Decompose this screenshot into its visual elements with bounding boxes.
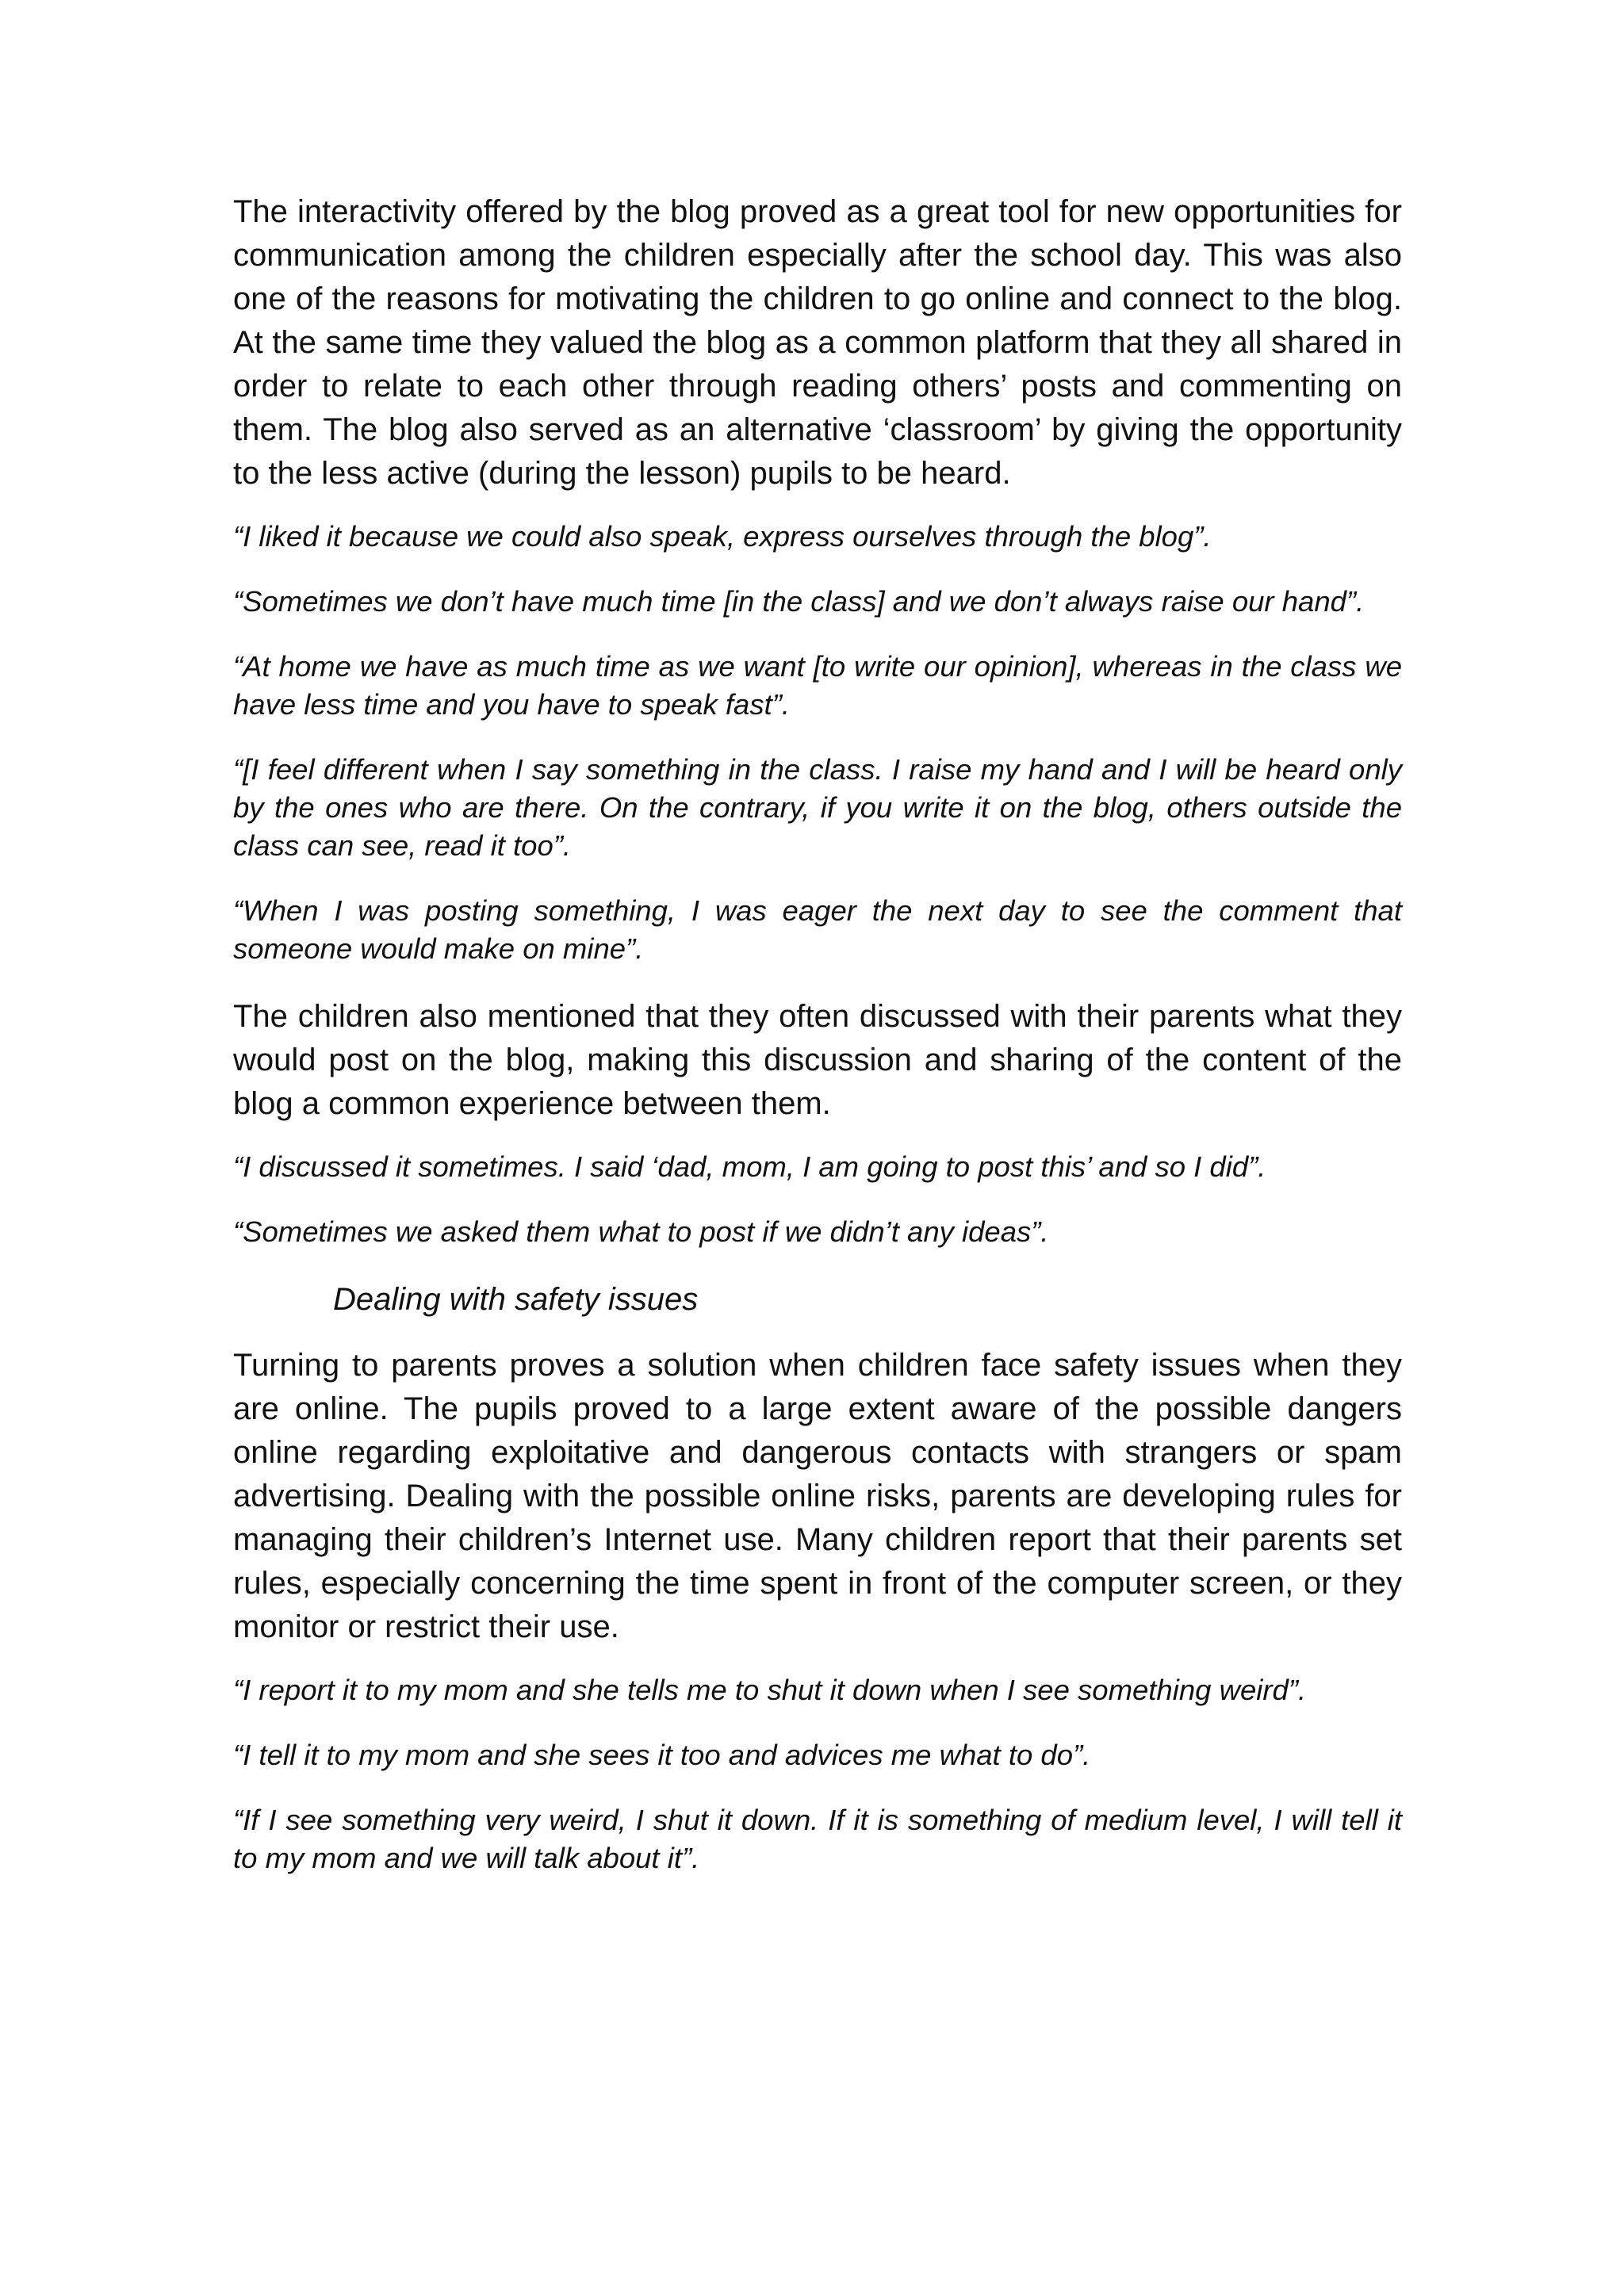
quote-shut-it-down: “If I see something very weird, I shut it down. If it is something of medium level, I will tell it to my mom and we will talk about it”. [233,1804,1402,1874]
paragraph-parents-discussion: The children also mentioned that they often discussed with their parents what they would post on the blog, making this discussion and sharing of the content of the blog a common experience between them. [233,999,1402,1121]
quote-express-ourselves: “I liked it because we could also speak, express ourselves through the blog”. [233,520,1212,553]
quote-time-at-home: “At home we have as much time as we want [to write our opinion], whereas in the class we have less time and you have to speak fast”. [233,650,1402,721]
paragraph-safety-issues: Turning to parents proves a solution when children face safety issues when they are online. The pupils proved to a large extent aware of the possible dangers online regarding exploitative and dangerous contacts with strangers or spam advertising. Dealing with the possible online risks, parents are developing rules for managing their children’s Internet use. Many children report that their parents set rules, especially concerning the time spent in front of the computer screen, or they monitor or restrict their use. [233,1348,1402,1644]
section-heading: Dealing with safety issues [333,1282,699,1317]
quote-tell-mom: “I tell it to my mom and she sees it too and advices me what to do”. [233,1739,1091,1771]
document-body [233,190,1402,1877]
quote-feel-different: “[I feel different when I say something in the class. I raise my hand and I will be heard only by the ones who are there. On the contrary, if you write it on the blog, others outside the class can see, read it too”. [233,753,1402,862]
quote-raise-hand: “Sometimes we don’t have much time [in the class] and we don’t always raise our hand”. [233,585,1365,618]
quote-asked-what-to-post: “Sometimes we asked them what to post if we didn’t any ideas”. [233,1215,1049,1248]
quote-report-to-mom: “I report it to my mom and she tells me to shut it down when I see something weird”. [233,1674,1307,1706]
quote-eager-comment: “When I was posting something, I was eager the next day to see the comment that someone would make on mine”. [233,894,1402,965]
paragraph-blog-interactivity: The interactivity offered by the blog proved as a great tool for new opportunities for communication among the children especially after the school day. This was also one of the reasons for motivating the children to go online and connect to the blog. At the same time they valued the blog as a common platform that they all shared in order to relate to each other through reading others’ posts and commenting on them. The blog also served as an alternative ‘classroom’ by giving the opportunity to the less active (during the lesson) pupils to be heard. [233,194,1402,491]
quote-discussed-sometimes: “I discussed it sometimes. I said ‘dad, mom, I am going to post this’ and so I did”. [233,1150,1266,1183]
